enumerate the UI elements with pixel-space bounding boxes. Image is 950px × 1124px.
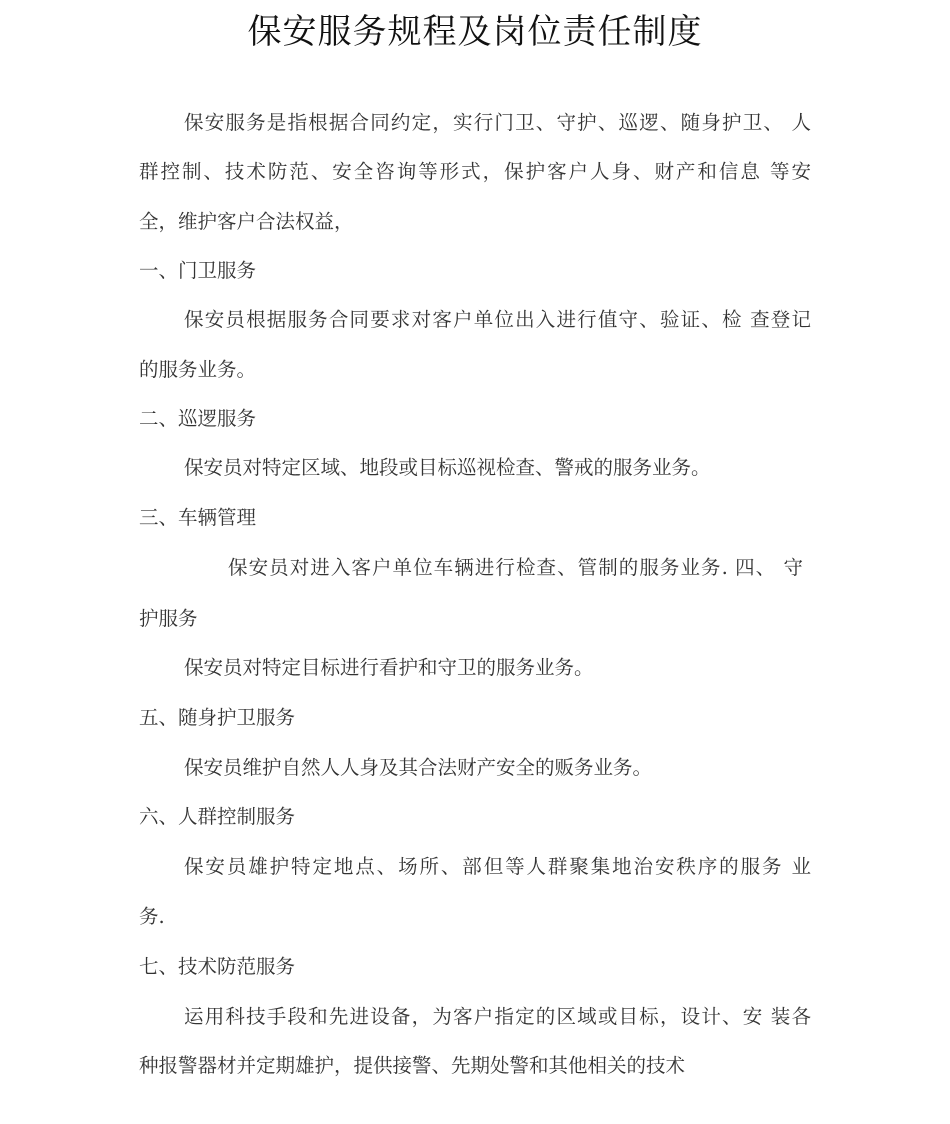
paragraph-line: 保安员雄护特定地点、场所、部但等人群聚集地治安秩序的服务 业 bbox=[184, 855, 811, 878]
paragraph-line: 种报警器材并定期雄护，提供接警、先期处警和其他相关的技术 bbox=[139, 1054, 686, 1077]
paragraph-line: 务. bbox=[139, 905, 165, 928]
paragraph-line: 保安服务是指根据合同约定，实行门卫、守护、巡逻、随身护卫、 人 bbox=[184, 111, 811, 134]
section-heading: 一、门卫服务 bbox=[139, 259, 257, 282]
paragraph-line: 的服务业务。 bbox=[139, 358, 257, 381]
paragraph-line: 护服务 bbox=[139, 607, 198, 630]
paragraph-line: 保安员对特定目标进行看护和守卫的服务业务。 bbox=[184, 656, 594, 679]
section-heading: 五、随身护卫服务 bbox=[139, 706, 296, 729]
section-heading: 六、人群控制服务 bbox=[139, 805, 296, 828]
section-heading: 三、车辆管理 bbox=[139, 506, 257, 529]
section-heading: 二、巡逻服务 bbox=[139, 407, 257, 430]
document-title: 保安服务规程及岗位责任制度 bbox=[247, 12, 703, 52]
paragraph-line: 全，维护客户合法权益， bbox=[139, 210, 354, 233]
paragraph-line: 运用科技手段和先进设备，为客户指定的区域或目标，设计、安 装各 bbox=[184, 1005, 811, 1028]
paragraph-line: 保安员对特定区域、地段或目标巡视检查、警戒的服务业务。 bbox=[184, 456, 711, 479]
paragraph-line: 保安员根据服务合同要求对客户单位出入进行值守、验证、检 查登记 bbox=[184, 308, 811, 331]
paragraph-line: 保安员维护自然人人身及其合法财产安全的贩务业务。 bbox=[184, 756, 653, 779]
paragraph-line: 群控制、技术防范、安全咨询等形式，保护客户人身、财产和信息 等安 bbox=[139, 160, 811, 183]
paragraph-line: 保安员对进入客户单位车辆进行检查、管制的服务业务. 四、 守 bbox=[228, 556, 803, 579]
section-heading: 七、技术防范服务 bbox=[139, 955, 296, 978]
